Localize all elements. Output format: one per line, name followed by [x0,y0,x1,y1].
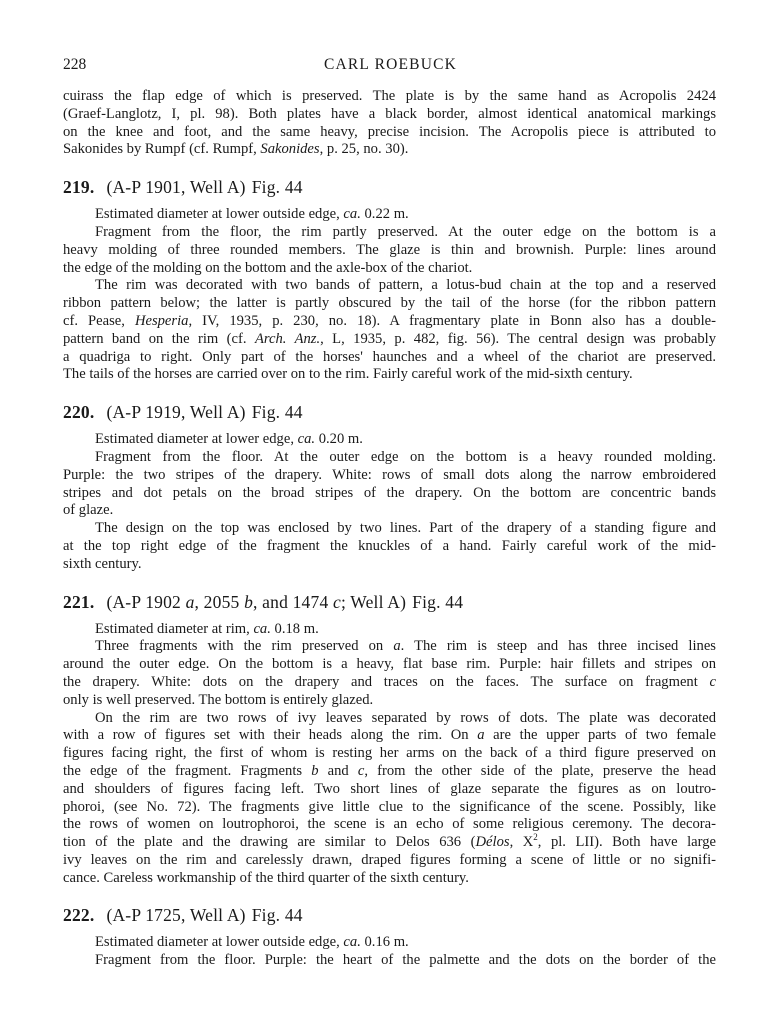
text-line: the edge of the molding on the bottom and the axle-box of the chariot. [63,259,473,276]
entry-heading [63,905,716,925]
text-line: only is well preserved. The bottom is entirely glazed. [63,691,374,708]
catalogue-entry-219 [63,177,716,384]
text-line: Fragment from the floor, the rim partly preserved. At the outer edge on the bottom is a [95,223,716,240]
diameter-line: Estimated diameter at rim, ca. 0.18 m. [95,620,319,637]
entry-heading [63,402,716,422]
text-line: The tails of the horses are carried over on to the rim. Fairly careful work of the mid-sixth century. [63,366,633,383]
text-line: with a row of figures set with their heads along the rim. On a are the upper parts of two female [63,727,717,744]
text-line: phoroi, (see No. 72). The fragments give little clue to the significance of the scene. Possibly, like [63,798,716,815]
intro-paragraph [63,88,716,159]
running-head: CARL ROEBUCK [323,56,458,73]
text-line: the rows of women on loutrophoroi, the scene is an echo of some religious ceremony. The decora- [63,816,716,833]
entry-reference: (A-P 1902 a, 2055 b, and 1474 c; Well A) [106,591,407,612]
text-line: The rim was decorated with two bands of pattern, a lotus-bud chain at the top and a reserved [95,277,716,294]
figure-reference: Fig. 44 [251,177,303,198]
catalogue-entry-220 [63,402,716,573]
text-line: Sakonides by Rumpf (cf. Rumpf, Sakonides, p. 25, no. 30). [63,141,409,158]
entry-heading [63,592,716,612]
entry-reference: (A-P 1725, Well A) [106,905,246,926]
text-line: at the top right edge of the fragment the knuckles of a hand. Fairly careful work of the mid- [63,537,716,554]
entry-number: 220. [63,402,95,423]
diameter-line: Estimated diameter at lower outside edge, ca. 0.22 m. [95,206,409,223]
text-line: Three fragments with the rim preserved on a. The rim is steep and has three incised lines [95,638,716,655]
entry-heading [63,177,716,197]
text-line: (Graef-Langlotz, I, pl. 98). Both plates have a black border, almost identical anatomical markings [63,105,716,122]
text-line: heavy molding of three rounded members. The glaze is thin and brownish. Purple: lines around [63,241,716,258]
page-number: 228 [63,56,87,73]
figure-reference: Fig. 44 [251,905,303,926]
text-line: The design on the top was enclosed by two lines. Part of the drapery of a standing figure and [95,520,716,537]
diameter-line: Estimated diameter at lower edge, ca. 0.20 m. [95,431,363,448]
text-line: the edge of the fragment. Fragments b and c, from the other side of the plate, preserve the head [63,762,716,779]
text-line: On the rim are two rows of ivy leaves separated by rows of dots. The plate was decorated [95,709,716,726]
text-line: cance. Careless workmanship of the third quarter of the sixth century. [63,869,469,886]
text-line: Fragment from the floor. Purple: the heart of the palmette and the dots on the border of the [95,952,716,969]
text-line: tion of the plate and the drawing are similar to Delos 636 (Délos, $X^2$, pl. LII). Both have large [63,832,716,851]
text-line: the drapery. White: dots on the drapery and traces on the faces. The surface on fragment c [63,673,716,690]
catalogue-entry-221 [63,592,716,888]
catalogue-entry-222 [63,905,716,970]
figure-reference: Fig. 44 [412,591,464,612]
entry-number: 221. [63,591,95,612]
entry-number: 222. [63,905,95,926]
diameter-line: Estimated diameter at lower outside edge, ca. 0.16 m. [95,934,409,951]
text-line: of glaze. [63,502,114,519]
figure-reference: Fig. 44 [251,402,303,423]
text-line: sixth century. [63,555,142,572]
text-line: and shoulders of figures facing left. Two short lines of glaze separate the figures as on loutro- [63,780,716,797]
text-line: cf. Pease, Hesperia, IV, 1935, p. 230, no. 18). A fragmentary plate in Bonn also has a double- [63,312,716,329]
entry-number: 219. [63,177,95,198]
page-header [63,56,718,76]
text-line: Purple: the two stripes of the drapery. White: rows of small dots along the narrow embroidered [63,466,716,483]
text-line: figures facing right, the first of whom is resting her arms on the back of a third figure preserved on [63,745,716,762]
text-line: a quadriga to right. Only part of the horses' haunches and a wheel of the chariot are preserved. [63,348,716,365]
entry-reference: (A-P 1901, Well A) [106,177,246,198]
text-line: around the outer edge. On the bottom is a heavy, flat base rim. Purple: hair fillets and stripes on [63,656,716,673]
page-body [63,88,716,970]
text-line: stripes and dot petals on the broad stripes of the drapery. On the bottom are concentric bands [63,484,716,501]
text-line: on the knee and foot, and the same heavy, precise incision. The Acropolis piece is attributed to [63,123,716,140]
text-line: cuirass the flap edge of which is preserved. The plate is by the same hand as Acropolis 2424 [63,88,716,104]
entry-reference: (A-P 1919, Well A) [106,402,246,423]
text-line: ribbon pattern below; the latter is partly obscured by the tail of the horse (for the ribbon pattern [63,295,716,312]
text-line: pattern band on the rim (cf. Arch. Anz., L, 1935, p. 482, fig. 56). The central design was probably [63,330,716,347]
text-line: Fragment from the floor. At the outer edge on the bottom is a heavy rounded molding. [95,448,716,465]
text-line: ivy leaves on the rim and carelessly drawn, draped figures forming a scene of little or no signifi- [63,851,716,868]
